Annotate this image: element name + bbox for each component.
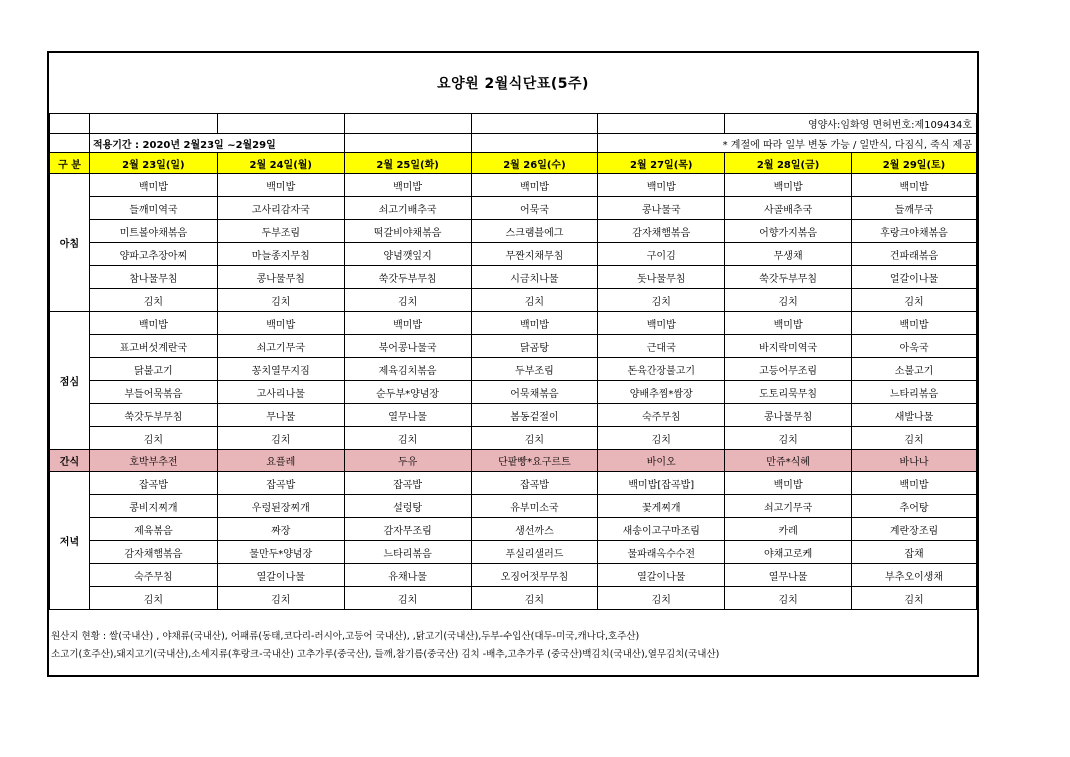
menu-cell: 새송이고구마조림 [598, 518, 725, 541]
menu-cell: 마늘종지무침 [217, 243, 344, 266]
menu-cell: 부추오이생채 [852, 564, 977, 587]
day-header: 2월 25일(화) [344, 153, 471, 174]
menu-cell: 숙주무침 [89, 564, 217, 587]
menu-cell: 백미밥 [344, 174, 471, 197]
menu-cell: 느타리볶음 [344, 541, 471, 564]
origin-footer [49, 618, 977, 675]
menu-cell: 백미밥 [471, 312, 598, 335]
menu-cell: 김치 [89, 427, 217, 450]
menu-cell: 고사리감자국 [217, 197, 344, 220]
notice-text: * 계절에 따라 일부 변동 가능 / 일반식, 다짐식, 죽식 제공 [598, 134, 977, 153]
snack-row [50, 450, 977, 472]
period-label: 적용기간 : 2020년 2월23일 ~2월29일 [89, 134, 344, 153]
lunch-label: 점심 [50, 312, 90, 450]
menu-cell: 열무나물 [725, 564, 852, 587]
menu-cell: 후랑크야채볶음 [852, 220, 977, 243]
menu-cell: 잡채 [852, 541, 977, 564]
menu-cell: 김치 [598, 289, 725, 312]
menu-cell: 야채고로케 [725, 541, 852, 564]
menu-cell: 짜장 [217, 518, 344, 541]
menu-cell: 소불고기 [852, 358, 977, 381]
menu-cell: 백미밥 [598, 174, 725, 197]
menu-cell: 백미밥 [217, 174, 344, 197]
menu-cell: 꽁치열무지짐 [217, 358, 344, 381]
menu-cell: 제육볶음 [89, 518, 217, 541]
nutritionist-info: 영양사:임화영 면허번호:제109434호 [725, 114, 977, 134]
menu-cell: 어묵채볶음 [471, 381, 598, 404]
menu-cell: 백미밥 [852, 174, 977, 197]
menu-cell: 도토리묵무침 [725, 381, 852, 404]
menu-cell: 표고버섯계란국 [89, 335, 217, 358]
breakfast-row [50, 220, 977, 243]
menu-cell: 스크램블에그 [471, 220, 598, 243]
menu-cell: 김치 [344, 289, 471, 312]
menu-cell: 감자채햄볶음 [89, 541, 217, 564]
menu-cell: 백미밥 [471, 174, 598, 197]
menu-cell: 김치 [598, 587, 725, 610]
menu-cell: 느타리볶음 [852, 381, 977, 404]
menu-cell: 쇠고기무국 [217, 335, 344, 358]
menu-cell: 설렁탕 [344, 495, 471, 518]
menu-cell: 콩나물국 [598, 197, 725, 220]
menu-cell: 무생채 [725, 243, 852, 266]
menu-cell: 카레 [725, 518, 852, 541]
menu-cell: 들깨무국 [852, 197, 977, 220]
day-header-row [50, 153, 977, 174]
snack-cell: 만쥬*식혜 [725, 450, 852, 472]
lunch-row [50, 404, 977, 427]
dinner-label: 저녁 [50, 472, 90, 610]
menu-cell: 잡곡밥 [89, 472, 217, 495]
menu-cell: 물파래옥수수전 [598, 541, 725, 564]
menu-cell: 쑥갓두부무침 [725, 266, 852, 289]
menu-cell: 물만두*양념장 [217, 541, 344, 564]
menu-cell: 김치 [598, 427, 725, 450]
menu-cell: 백미밥 [725, 312, 852, 335]
menu-cell: 콩비지찌개 [89, 495, 217, 518]
lunch-row [50, 358, 977, 381]
menu-table [49, 113, 977, 610]
breakfast-row [50, 174, 977, 197]
snack-cell: 단팥빵*요구르트 [471, 450, 598, 472]
menu-cell: 감자무조림 [344, 518, 471, 541]
origin-line-1: 원산지 현황 : 쌀(국내산) , 야채류(국내산), 어패류(동태,코다리-러시아,고등어 국내산), ,닭고기(국내산),두부-수입산(대두-미국,캐나다,호주산) [51, 631, 640, 642]
menu-cell: 두부조림 [217, 220, 344, 243]
menu-cell: 들깨미역국 [89, 197, 217, 220]
menu-cell: 김치 [89, 289, 217, 312]
origin-line-2: 소고기(호주산),돼지고기(국내산),소세지류(후랑크-국내산) 고추가루(중국산), 들깨,참기름(중국산) 김치 -배추,고추가루 (중국산)백김치(국내산),열무김치(국내산) [51, 649, 720, 660]
snack-cell: 요플레 [217, 450, 344, 472]
menu-cell: 부들어묵볶음 [89, 381, 217, 404]
lunch-row [50, 335, 977, 358]
menu-cell: 백미밥 [725, 472, 852, 495]
page-title: 요양원 2월식단표(5주) [437, 76, 589, 92]
menu-cell: 유채나물 [344, 564, 471, 587]
menu-cell: 백미밥 [725, 174, 852, 197]
snack-cell: 바이오 [598, 450, 725, 472]
nutritionist-row [50, 114, 977, 134]
menu-cell: 바지락미역국 [725, 335, 852, 358]
menu-cell: 김치 [852, 427, 977, 450]
menu-cell: 무나물 [217, 404, 344, 427]
menu-cell: 백미밥 [598, 312, 725, 335]
menu-cell: 시금치나물 [471, 266, 598, 289]
menu-cell: 백미밥[잡곡밥] [598, 472, 725, 495]
menu-cell: 북어콩나물국 [344, 335, 471, 358]
menu-cell: 계란장조림 [852, 518, 977, 541]
menu-cell: 백미밥 [852, 472, 977, 495]
day-header: 2월 23일(일) [89, 153, 217, 174]
menu-cell: 김치 [725, 289, 852, 312]
menu-cell: 돈육간장불고기 [598, 358, 725, 381]
lunch-row [50, 381, 977, 404]
menu-cell: 구이김 [598, 243, 725, 266]
menu-cell: 얼갈이나물 [852, 266, 977, 289]
breakfast-row [50, 243, 977, 266]
menu-cell: 김치 [852, 289, 977, 312]
menu-cell: 백미밥 [852, 312, 977, 335]
menu-cell: 콩나물무침 [217, 266, 344, 289]
menu-cell: 돗나물무침 [598, 266, 725, 289]
menu-cell: 고등어무조림 [725, 358, 852, 381]
day-header: 2월 24일(월) [217, 153, 344, 174]
menu-cell: 감자채햄볶음 [598, 220, 725, 243]
menu-cell: 쑥갓두부무침 [344, 266, 471, 289]
menu-cell: 추어탕 [852, 495, 977, 518]
day-header: 2월 26일(수) [471, 153, 598, 174]
menu-cell: 어향가지볶음 [725, 220, 852, 243]
menu-cell: 쇠고기무국 [725, 495, 852, 518]
menu-cell: 오징어젓무무침 [471, 564, 598, 587]
menu-cell: 콩나물무침 [725, 404, 852, 427]
menu-cell: 백미밥 [89, 312, 217, 335]
dinner-row [50, 518, 977, 541]
day-header: 2월 27일(목) [598, 153, 725, 174]
title-row [49, 53, 977, 114]
menu-sheet [47, 51, 979, 677]
dinner-row [50, 495, 977, 518]
menu-cell: 백미밥 [217, 312, 344, 335]
day-header: 2월 28일(금) [725, 153, 852, 174]
period-row [50, 134, 977, 153]
menu-cell: 건파래볶음 [852, 243, 977, 266]
lunch-row [50, 312, 977, 335]
day-header: 2월 29일(토) [852, 153, 977, 174]
menu-cell: 새발나물 [852, 404, 977, 427]
snack-cell: 두유 [344, 450, 471, 472]
menu-cell: 백미밥 [344, 312, 471, 335]
dinner-row [50, 472, 977, 495]
header-label: 구 분 [50, 153, 90, 174]
breakfast-row [50, 266, 977, 289]
menu-cell: 생선까스 [471, 518, 598, 541]
snack-label: 간식 [50, 450, 90, 472]
menu-cell: 김치 [725, 587, 852, 610]
menu-cell: 무짠지채무침 [471, 243, 598, 266]
menu-cell: 봄동겉절이 [471, 404, 598, 427]
menu-cell: 김치 [217, 289, 344, 312]
menu-cell: 김치 [471, 587, 598, 610]
menu-cell: 잡곡밥 [471, 472, 598, 495]
menu-cell: 열갈이나물 [217, 564, 344, 587]
menu-cell: 김치 [725, 427, 852, 450]
menu-cell: 김치 [344, 427, 471, 450]
menu-cell: 양파고추장아찌 [89, 243, 217, 266]
menu-cell: 유부미소국 [471, 495, 598, 518]
menu-cell: 어묵국 [471, 197, 598, 220]
menu-cell: 닭불고기 [89, 358, 217, 381]
dinner-row [50, 541, 977, 564]
menu-cell: 김치 [471, 289, 598, 312]
lunch-row [50, 427, 977, 450]
menu-cell: 백미밥 [89, 174, 217, 197]
menu-cell: 아욱국 [852, 335, 977, 358]
menu-cell: 미트볼야채볶음 [89, 220, 217, 243]
dinner-row [50, 564, 977, 587]
menu-cell: 쑥갓두부무침 [89, 404, 217, 427]
snack-cell: 호박부추전 [89, 450, 217, 472]
menu-cell: 쇠고기배추국 [344, 197, 471, 220]
menu-cell: 닭곰탕 [471, 335, 598, 358]
menu-cell: 잡곡밥 [344, 472, 471, 495]
menu-cell: 순두부*양념장 [344, 381, 471, 404]
menu-cell: 고사리나물 [217, 381, 344, 404]
menu-cell: 푸실리샐러드 [471, 541, 598, 564]
menu-cell: 열무나물 [344, 404, 471, 427]
breakfast-row [50, 289, 977, 312]
menu-cell: 사골배추국 [725, 197, 852, 220]
menu-cell: 제육김치볶음 [344, 358, 471, 381]
menu-cell: 김치 [89, 587, 217, 610]
menu-cell: 숙주무침 [598, 404, 725, 427]
breakfast-row [50, 197, 977, 220]
breakfast-label: 아침 [50, 174, 90, 312]
menu-cell: 떡갈비야채볶음 [344, 220, 471, 243]
menu-cell: 우렁된장찌개 [217, 495, 344, 518]
menu-cell: 김치 [217, 427, 344, 450]
menu-cell: 김치 [852, 587, 977, 610]
menu-cell: 열갈이나물 [598, 564, 725, 587]
menu-cell: 근대국 [598, 335, 725, 358]
snack-cell: 바나나 [852, 450, 977, 472]
menu-cell: 양배추찜*쌈장 [598, 381, 725, 404]
menu-cell: 참나물무침 [89, 266, 217, 289]
menu-cell: 양념깻잎지 [344, 243, 471, 266]
menu-cell: 꽃게찌개 [598, 495, 725, 518]
dinner-row [50, 587, 977, 610]
menu-cell: 김치 [344, 587, 471, 610]
menu-cell: 두부조림 [471, 358, 598, 381]
menu-cell: 잡곡밥 [217, 472, 344, 495]
menu-cell: 김치 [471, 427, 598, 450]
menu-cell: 김치 [217, 587, 344, 610]
